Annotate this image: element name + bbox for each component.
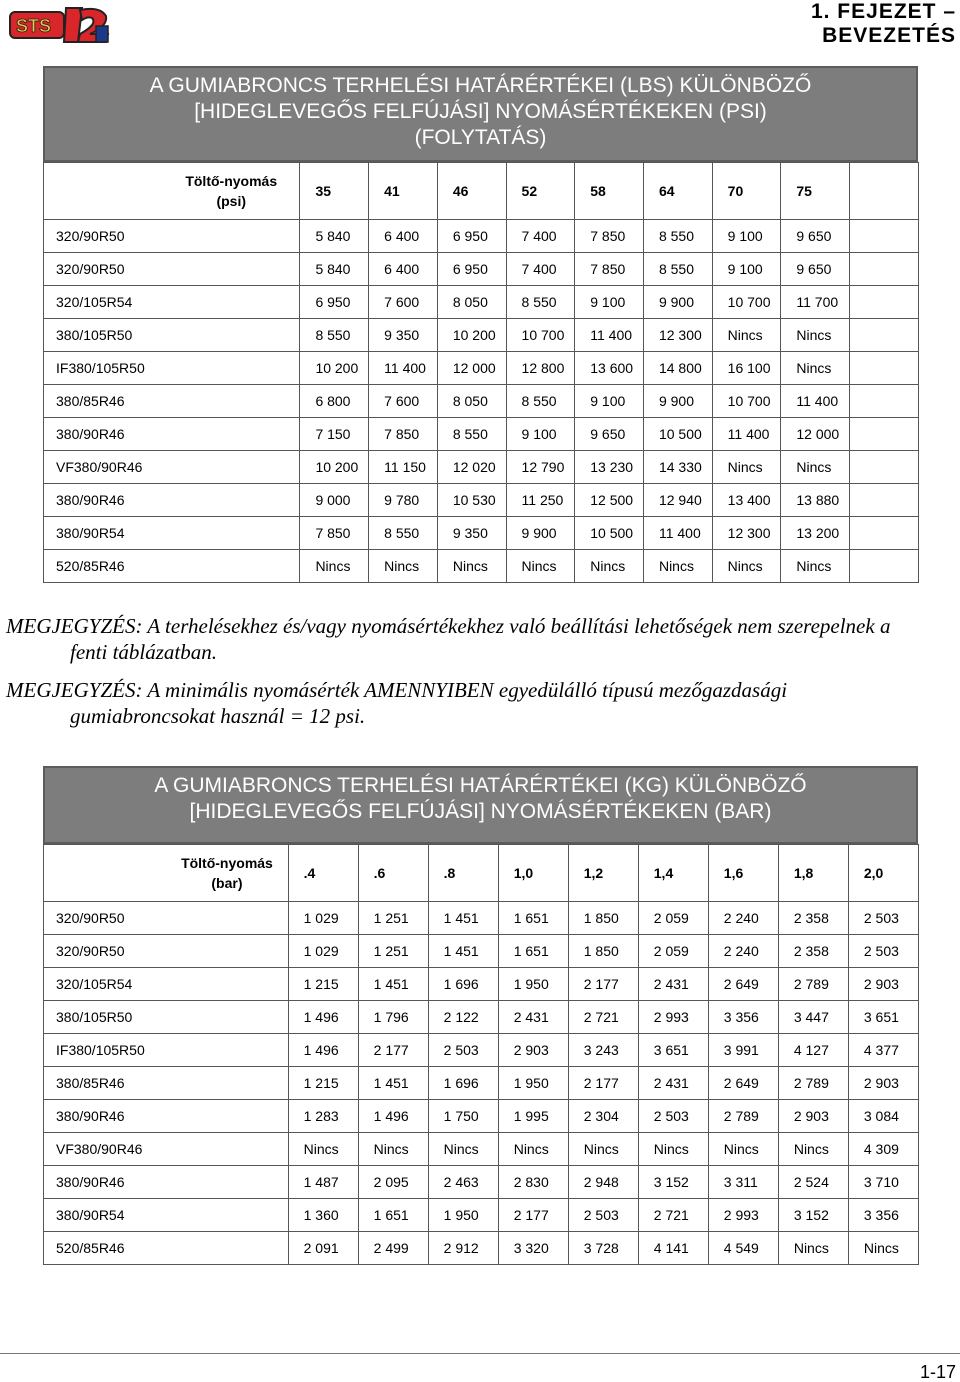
load-value: 7 150 [300,418,369,451]
load-value: 6 400 [369,220,438,253]
table2-header-blank [44,845,167,902]
note-1-line-1: MEGJEGYZÉS: A terhelésekhez és/vagy nyomásértékekhez való beállítási lehetőségek nem szerepelnek a [6,614,891,638]
load-value: 7 600 [369,385,438,418]
table-row [44,1133,919,1166]
table1-pressure-label [163,163,300,220]
load-value: 8 550 [506,286,575,319]
load-value: 11 150 [369,451,438,484]
load-value: 1 360 [288,1199,358,1232]
load-value: 8 550 [643,253,712,286]
table2-column-header: .6 [358,845,428,902]
empty-cell [850,484,919,517]
note-1 [6,613,956,665]
load-value: 14 330 [643,451,712,484]
load-value: Nincs [781,451,850,484]
load-value: 8 550 [437,418,506,451]
load-value: 3 651 [848,1001,918,1034]
note-2-line-2: gumiabroncsokat használ = 12 psi. [70,704,366,728]
load-value: 12 000 [781,418,850,451]
tire-size: 380/85R46 [44,1067,289,1100]
table2-header-row [44,845,919,902]
load-value: 9 100 [575,286,644,319]
table-row [44,253,919,286]
table-row [44,451,919,484]
load-value: 9 780 [369,484,438,517]
load-value: 2 177 [358,1034,428,1067]
chapter-line-2: BEVEZETÉS [822,24,956,47]
load-value: 2 789 [708,1100,778,1133]
load-value: 12 500 [575,484,644,517]
note-2 [6,677,956,729]
table2-title-line-2: [HIDEGLEVEGŐS FELFÚJÁSI] NYOMÁSÉRTÉKEKEN (BAR) [189,800,772,823]
load-value: 2 240 [708,935,778,968]
load-value: 1 651 [498,902,568,935]
load-value: 1 496 [288,1034,358,1067]
pressure-label-line-1: Töltő-nyomás [185,173,278,189]
load-value: 12 300 [643,319,712,352]
load-value: 4 141 [638,1232,708,1265]
table-row [44,319,919,352]
load-value: 7 850 [369,418,438,451]
load-value: 1 215 [288,1067,358,1100]
load-value: 2 177 [568,1067,638,1100]
table1-lbs-psi [43,162,919,583]
load-value: 7 400 [506,220,575,253]
load-value: 13 400 [712,484,781,517]
load-value: 1 487 [288,1166,358,1199]
load-value: 3 320 [498,1232,568,1265]
page-number: 1-17 [919,1362,956,1382]
load-value: 1 950 [498,968,568,1001]
load-value: 4 127 [778,1034,848,1067]
table1-title-line-2: [HIDEGLEVEGŐS FELFÚJÁSI] NYOMÁSÉRTÉKEKEN (PSI) [194,100,767,123]
load-value: Nincs [781,319,850,352]
load-value: 9 350 [437,517,506,550]
sts-logo [8,4,112,46]
table-row [44,1100,919,1133]
load-value: 2 912 [428,1232,498,1265]
load-value: Nincs [358,1133,428,1166]
empty-cell [850,418,919,451]
load-value: 6 950 [300,286,369,319]
table-row [44,517,919,550]
load-value: 3 728 [568,1232,638,1265]
load-value: Nincs [712,451,781,484]
table2-title [43,766,918,844]
load-value: 8 050 [437,286,506,319]
load-value: 2 463 [428,1166,498,1199]
load-value: 2 431 [638,968,708,1001]
load-value: Nincs [288,1133,358,1166]
load-value: Nincs [638,1133,708,1166]
load-value: 7 850 [300,517,369,550]
load-value: 2 304 [568,1100,638,1133]
load-value: 2 903 [848,968,918,1001]
load-value: 8 550 [643,220,712,253]
load-value: 2 903 [848,1067,918,1100]
load-value: 2 789 [778,968,848,1001]
table-row [44,220,919,253]
pressure-label-line-1: Töltő-nyomás [181,855,273,871]
load-value: 12 300 [712,517,781,550]
load-value: 1 029 [288,902,358,935]
table-row [44,968,919,1001]
load-value: 2 721 [568,1001,638,1034]
load-value: Nincs [781,352,850,385]
load-value: 11 250 [506,484,575,517]
table1-title-line-3: (FOLYTATÁS) [414,126,547,149]
load-value: 1 283 [288,1100,358,1133]
tire-size: 320/105R54 [44,286,300,319]
load-value: Nincs [643,550,712,583]
table2-column-header: 2,0 [848,845,918,902]
load-value: 9 900 [643,286,712,319]
load-value: 11 700 [781,286,850,319]
load-value: 6 950 [437,220,506,253]
load-value: 2 177 [498,1199,568,1232]
empty-cell [850,319,919,352]
table1-column-header: 35 [300,163,369,220]
empty-cell [850,352,919,385]
load-value: 16 100 [712,352,781,385]
load-value: 1 950 [498,1067,568,1100]
load-value: 3 243 [568,1034,638,1067]
load-value: 12 790 [506,451,575,484]
load-value: 9 650 [575,418,644,451]
load-value: 2 431 [638,1067,708,1100]
table-row [44,352,919,385]
load-value: 2 503 [638,1100,708,1133]
load-value: 1 451 [358,1067,428,1100]
table2-column-header: 1,0 [498,845,568,902]
tire-size: 380/90R46 [44,1100,289,1133]
tire-size: 520/85R46 [44,1232,289,1265]
tire-size: 380/105R50 [44,319,300,352]
note-2-line-1: MEGJEGYZÉS: A minimális nyomásérték AMENNYIBEN egyedülálló típusú mezőgazdasági [6,678,788,702]
table1-column-header: 64 [643,163,712,220]
load-value: 10 200 [300,451,369,484]
load-value: 1 696 [428,1067,498,1100]
table2-title-line-1: A GUMIABRONCS TERHELÉSI HATÁRÉRTÉKEI (KG) KÜLÖNBÖZŐ [154,774,807,797]
load-value: 10 700 [506,319,575,352]
tire-size: VF380/90R46 [44,451,300,484]
load-value: 6 950 [437,253,506,286]
load-value: 2 091 [288,1232,358,1265]
load-value: 1 029 [288,935,358,968]
load-value: 4 377 [848,1034,918,1067]
load-value: 2 503 [848,902,918,935]
note-1-line-2: fenti táblázatban. [70,640,217,664]
load-value: 1 451 [428,902,498,935]
load-value: 3 447 [778,1001,848,1034]
table-row [44,1166,919,1199]
load-value: 2 358 [778,902,848,935]
table1-header-row [44,163,919,220]
table1-header-blank [44,163,164,220]
load-value: 11 400 [781,385,850,418]
load-value: 2 830 [498,1166,568,1199]
load-value: 8 550 [369,517,438,550]
load-value: 1 950 [428,1199,498,1232]
load-value: 2 095 [358,1166,428,1199]
load-value: 9 100 [712,220,781,253]
table2-column-header: .8 [428,845,498,902]
load-value: 9 350 [369,319,438,352]
table-row [44,935,919,968]
load-value: 1 651 [498,935,568,968]
load-value: 13 600 [575,352,644,385]
table-row [44,484,919,517]
load-value: 7 850 [575,253,644,286]
load-value: Nincs [506,550,575,583]
load-value: 12 940 [643,484,712,517]
load-value: 5 840 [300,220,369,253]
load-value: 2 948 [568,1166,638,1199]
load-value: 1 251 [358,935,428,968]
tire-size: IF380/105R50 [44,352,300,385]
load-value: 3 311 [708,1166,778,1199]
tire-size: 320/90R50 [44,902,289,935]
load-value: 3 152 [638,1166,708,1199]
tire-size: 320/90R50 [44,253,300,286]
load-value: 1 750 [428,1100,498,1133]
load-value: 9 100 [506,418,575,451]
load-value: 10 530 [437,484,506,517]
load-value: 2 499 [358,1232,428,1265]
load-value: 7 600 [369,286,438,319]
table1-column-header: 41 [369,163,438,220]
table1-column-header: 46 [437,163,506,220]
load-value: 4 549 [708,1232,778,1265]
tire-size: 520/85R46 [44,550,300,583]
load-value: 9 900 [643,385,712,418]
load-value: 9 900 [506,517,575,550]
table1-header-empty [850,163,919,220]
empty-cell [850,220,919,253]
load-value: 2 431 [498,1001,568,1034]
load-value: 13 880 [781,484,850,517]
load-value: 2 059 [638,902,708,935]
empty-cell [850,517,919,550]
load-value: 2 649 [708,1067,778,1100]
load-value: 1 215 [288,968,358,1001]
table-row [44,902,919,935]
load-value: Nincs [369,550,438,583]
load-value: 7 400 [506,253,575,286]
load-value: 10 200 [437,319,506,352]
load-value: 2 503 [848,935,918,968]
load-value: 2 993 [708,1199,778,1232]
table2-column-header: 1,2 [568,845,638,902]
load-value: 3 710 [848,1166,918,1199]
empty-cell [850,451,919,484]
table-row [44,1232,919,1265]
load-value: 3 356 [708,1001,778,1034]
footer-rule [0,1353,960,1354]
tire-size: VF380/90R46 [44,1133,289,1166]
tire-size: 320/90R50 [44,935,289,968]
load-value: 9 100 [575,385,644,418]
load-value: 2 721 [638,1199,708,1232]
tire-size: 380/90R54 [44,517,300,550]
load-value: Nincs [708,1133,778,1166]
load-value: 13 200 [781,517,850,550]
load-value: 1 496 [358,1100,428,1133]
load-value: 8 550 [300,319,369,352]
load-value: 1 651 [358,1199,428,1232]
load-value: 2 122 [428,1001,498,1034]
load-value: 3 152 [778,1199,848,1232]
empty-cell [850,550,919,583]
load-value: 2 358 [778,935,848,968]
load-value: 1 995 [498,1100,568,1133]
pressure-label-line-2: (bar) [211,875,243,891]
load-value: Nincs [781,550,850,583]
load-value: 9 000 [300,484,369,517]
tire-size: 320/105R54 [44,968,289,1001]
load-value: 1 451 [358,968,428,1001]
table2-column-header: 1,6 [708,845,778,902]
table-row [44,550,919,583]
load-value: 11 400 [575,319,644,352]
load-value: Nincs [575,550,644,583]
load-value: 10 200 [300,352,369,385]
load-value: 8 550 [506,385,575,418]
load-value: 1 496 [288,1001,358,1034]
load-value: 3 991 [708,1034,778,1067]
pressure-label-line-2: (psi) [216,193,246,209]
load-value: 1 451 [428,935,498,968]
table1-column-header: 58 [575,163,644,220]
load-value: 11 400 [643,517,712,550]
load-value: 3 356 [848,1199,918,1232]
load-value: 1 696 [428,968,498,1001]
load-value: Nincs [712,550,781,583]
table1-title-line-1: A GUMIABRONCS TERHELÉSI HATÁRÉRTÉKEI (LBS) KÜLÖNBÖZŐ [149,74,812,97]
table2-kg-bar [43,844,919,1265]
load-value: 1 251 [358,902,428,935]
load-value: Nincs [778,1133,848,1166]
table-row [44,1034,919,1067]
empty-cell [850,385,919,418]
table-row [44,1067,919,1100]
load-value: 12 020 [437,451,506,484]
svg-text:STS: STS [16,16,52,36]
load-value: 2 240 [708,902,778,935]
load-value: 10 500 [575,517,644,550]
load-value: Nincs [498,1133,568,1166]
tire-size: 380/105R50 [44,1001,289,1034]
load-value: 2 503 [428,1034,498,1067]
table-row [44,1001,919,1034]
load-value: 9 650 [781,220,850,253]
load-value: 2 789 [778,1067,848,1100]
empty-cell [850,253,919,286]
load-value: 4 309 [848,1133,918,1166]
load-value: 2 503 [568,1199,638,1232]
load-value: Nincs [848,1232,918,1265]
load-value: 2 993 [638,1001,708,1034]
load-value: 1 796 [358,1001,428,1034]
table1-column-header: 52 [506,163,575,220]
chapter-heading [811,0,956,48]
table2-column-header: 1,8 [778,845,848,902]
table2-column-header: 1,4 [638,845,708,902]
load-value: 11 400 [369,352,438,385]
load-value: Nincs [568,1133,638,1166]
load-value: 3 084 [848,1100,918,1133]
load-value: 13 230 [575,451,644,484]
empty-cell [850,286,919,319]
tire-size: 380/90R54 [44,1199,289,1232]
load-value: Nincs [778,1232,848,1265]
load-value: 2 059 [638,935,708,968]
load-value: 1 850 [568,902,638,935]
load-value: 11 400 [712,418,781,451]
load-value: 2 177 [568,968,638,1001]
load-value: 2 524 [778,1166,848,1199]
load-value: 9 100 [712,253,781,286]
table1-column-header: 70 [712,163,781,220]
load-value: 2 903 [778,1100,848,1133]
load-value: 6 400 [369,253,438,286]
table1-title [43,66,918,162]
chapter-line-1: 1. FEJEZET – [810,0,956,23]
load-value: 12 800 [506,352,575,385]
load-value: 2 649 [708,968,778,1001]
table-row [44,418,919,451]
load-value: 10 700 [712,286,781,319]
table2-pressure-label [166,845,288,902]
load-value: 1 850 [568,935,638,968]
tire-size: 320/90R50 [44,220,300,253]
load-value: 7 850 [575,220,644,253]
tire-size: 380/90R46 [44,484,300,517]
load-value: 14 800 [643,352,712,385]
load-value: 5 840 [300,253,369,286]
load-value: 3 651 [638,1034,708,1067]
load-value: 12 000 [437,352,506,385]
table-row [44,385,919,418]
load-value: 10 500 [643,418,712,451]
table-row [44,1199,919,1232]
tire-size: 380/90R46 [44,1166,289,1199]
load-value: Nincs [300,550,369,583]
load-value: 10 700 [712,385,781,418]
load-value: 8 050 [437,385,506,418]
load-value: Nincs [428,1133,498,1166]
load-value: Nincs [437,550,506,583]
tire-size: 380/85R46 [44,385,300,418]
tire-size: IF380/105R50 [44,1034,289,1067]
table1-column-header: 75 [781,163,850,220]
table-row [44,286,919,319]
load-value: 2 903 [498,1034,568,1067]
load-value: Nincs [712,319,781,352]
load-value: 6 800 [300,385,369,418]
table2-column-header: .4 [288,845,358,902]
load-value: 9 650 [781,253,850,286]
tire-size: 380/90R46 [44,418,300,451]
